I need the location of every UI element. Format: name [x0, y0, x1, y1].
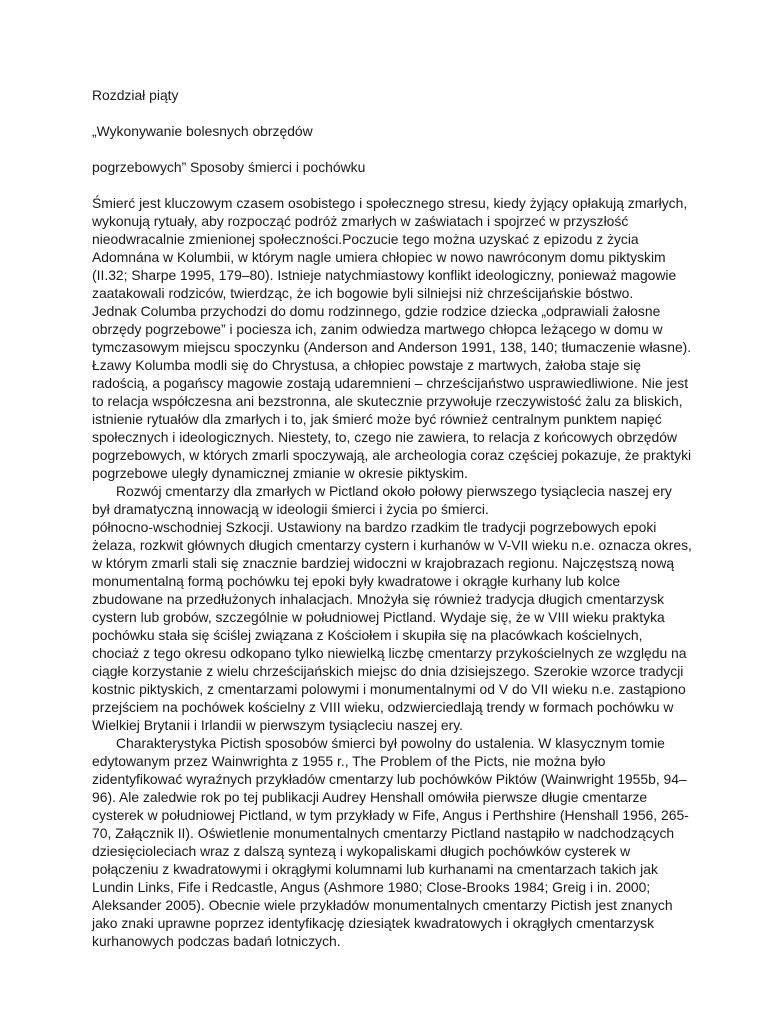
chapter-title-line-1: „Wykonywanie bolesnych obrzędów: [92, 123, 313, 139]
body-paragraph-1: Śmierć jest kluczowym czasem osobistego i społecznego stresu, kiedy żyjący opłakują zmarłych, wykonują rytuały, aby rozpocząć podróż zmarłych w zaświatach i spojrzeć w przyszłość nieodwracalnie zmienionej społeczności.Poczucie tego można uzyskać z epizodu z życia Adomnána w Kolumbii, w którym nagle umiera chłopiec w nowo nawróconym domu piktyskim (II.32; Sharpe 1995, 179–80). Istnieje natychmiastowy konflikt ideologiczny, ponieważ magowie zaatakowali rodziców, twierdząc, że ich bogowie byli silniejsi niż chrześcijańskie bóstwo.: [92, 195, 688, 301]
body-paragraph-2: Jednak Columba przychodzi do domu rodzinnego, gdzie rodzice dziecka „odprawiali żałosne obrzędy pogrzebowe” i pociesza ich, zanim odwiedza martwego chłopca leżącego w domu w tymczasowym miejscu spoczynku (Anderson and Anderson 1991, 138, 140; tłumaczenie własne). Łzawy Kolumba modli się do Chrystusa, a chłopiec powstaje z martwych, żałoba staje się radością, a pogańscy magowie zostają udaremnieni – chrześcijaństwo usprawiedliwione. Nie jest to relacja współczesna ani bezstronna, ale skutecznie przywołuje rzeczywistość żalu za bliskich, istnienie rytuałów dla zmarłych i to, jak śmierć może być również centralnym punktem napięć społecznych i ideologicznych. Niestety, to, czego nie zawiera, to relacja z końcowych obrzędów pogrzebowych, w których zmarli spoczywają, ale archeologia coraz częściej pokazuje, że praktyki pogrzebowe uległy dynamicznej zmianie w okresie piktyskim.: [92, 303, 692, 481]
body-paragraph-4: północno-wschodniej Szkocji. Ustawiony na bardzo rzadkim tle tradycji pogrzebowych epoki żelaza, rozkwit głównych długich cmentarzy cystern i kurhanów w V-VII wieku n.e. oznacza okres, w którym zmarli stali się znacznie bardziej widoczni w krajobrazach regionu. Najczęstszą nową monumentalną formą pochówku tej epoki były kwadratowe i okrągłe kurhany lub kolce zbudowane na przedłużonych inhalacjach. Mnożyła się również tradycja długich cmentarzysk cystern lub grobów, szczególnie w południowej Pictland. Wydaje się, że w VIII wieku praktyka pochówku stała się ściślej związana z Kościołem i skupiła się na placówkach kościelnych, chociaż z tego okresu odkopano tylko niewielką liczbę cmentarzy przykościelnych ze względu na ciągłe korzystanie z wielu chrześcijańskich miejsc do dnia dzisiejszego. Szerokie wzorce tradycji kostnic piktyskich, z cmentarzami polowymi i monumentalnymi od V do VII wieku n.e. zastąpiono przejściem na pochówek kościelny z VIII wieku, odzwierciedlają trendy w formach pochówku w Wielkiej Brytanii i Irlandii w pierwszym tysiącleciu naszej ery.: [92, 519, 692, 733]
document-page: [92, 86, 692, 950]
chapter-title-line-2: pogrzebowych” Sposoby śmierci i pochówku: [92, 159, 366, 175]
body-paragraph-5: Charakterystyka Pictish sposobów śmierci był powolny do ustalenia. W klasycznym tomie edytowanym przez Wainwrighta z 1955 r., The Problem of the Picts, nie można było zidentyfikować wyraźnych przykładów cmentarzy lub pochówków Piktów (Wainwright 1955b, 94–96). Ale zaledwie rok po tej publikacji Audrey Henshall omówiła pierwsze długie cmentarze cysterek w południowej Pictland, w tym przykłady w Fife, Angus i Perthshire (Henshall 1956, 265-70, Załącznik II). Oświetlenie monumentalnych cmentarzy Pictland nastąpiło w nadchodzących dziesięcioleciach wraz z dalszą syntezą i wykopaliskami długich pochówków cysterek w połączeniu z kwadratowymi i okrągłymi kolumnami lub kurhanami na cmentarzach takich jak Lundin Links, Fife i Redcastle, Angus (Ashmore 1980; Close-Brooks 1984; Greig i in. 2000; Aleksander 2005). Obecnie wiele przykładów monumentalnych cmentarzy Pictish jest znanych jako znaki uprawne poprzez identyfikację dziesiątek kwadratowych i okrągłych cmentarzysk kurhanowych podczas badań lotniczych.: [92, 735, 689, 949]
body-paragraph-3: Rozwój cmentarzy dla zmarłych w Pictland około połowy pierwszego tysiąclecia naszej ery był dramatyczną innowacją w ideologii śmierci i życia po śmierci.: [92, 483, 672, 517]
chapter-heading: Rozdział piąty: [92, 87, 179, 103]
